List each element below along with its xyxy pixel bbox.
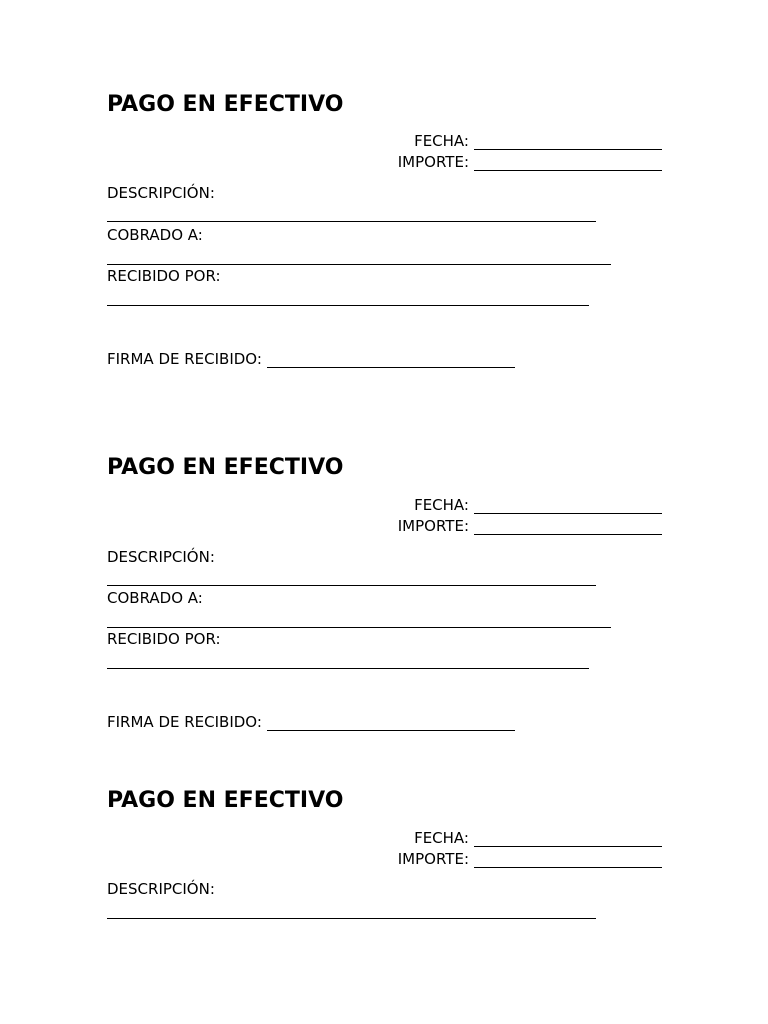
amount-line[interactable] xyxy=(474,853,662,868)
signature-line[interactable] xyxy=(267,353,515,368)
date-line[interactable] xyxy=(474,135,662,150)
signature-label: FIRMA DE RECIBIDO: xyxy=(107,350,262,368)
amount-field[interactable] xyxy=(398,850,662,868)
description-label: DESCRIPCIÓN: xyxy=(107,548,215,566)
date-label: FECHA: xyxy=(414,132,469,150)
amount-label: IMPORTE: xyxy=(397,517,469,535)
received-by-line[interactable] xyxy=(107,668,589,669)
description-line[interactable] xyxy=(107,221,596,222)
description-label: DESCRIPCIÓN: xyxy=(107,184,215,202)
description-line[interactable] xyxy=(107,585,596,586)
charged-to-label: COBRADO A: xyxy=(107,589,203,607)
signature-label: FIRMA DE RECIBIDO: xyxy=(107,713,262,731)
received-by-label: RECIBIDO POR: xyxy=(107,630,221,648)
received-by-line[interactable] xyxy=(107,305,589,306)
signature-field[interactable] xyxy=(107,713,515,731)
charged-to-label: COBRADO A: xyxy=(107,226,203,244)
amount-line[interactable] xyxy=(474,156,662,171)
amount-field[interactable] xyxy=(398,517,662,535)
amount-label: IMPORTE: xyxy=(397,153,469,171)
date-label: FECHA: xyxy=(414,496,469,514)
receipt-form-3 xyxy=(107,788,667,928)
description-line[interactable] xyxy=(107,918,596,919)
date-field[interactable] xyxy=(414,132,662,150)
signature-line[interactable] xyxy=(267,716,515,731)
amount-field[interactable] xyxy=(398,153,662,171)
received-by-label: RECIBIDO POR: xyxy=(107,267,221,285)
receipt-form-1 xyxy=(107,92,667,382)
date-label: FECHA: xyxy=(414,829,469,847)
amount-line[interactable] xyxy=(474,520,662,535)
date-line[interactable] xyxy=(474,499,662,514)
amount-label: IMPORTE: xyxy=(397,850,469,868)
charged-to-line[interactable] xyxy=(107,264,611,265)
signature-field[interactable] xyxy=(107,350,515,368)
description-label: DESCRIPCIÓN: xyxy=(107,880,215,898)
date-field[interactable] xyxy=(414,829,662,847)
receipt-title: PAGO EN EFECTIVO xyxy=(107,455,344,480)
receipt-form-2 xyxy=(107,455,667,745)
charged-to-line[interactable] xyxy=(107,627,611,628)
receipt-title: PAGO EN EFECTIVO xyxy=(107,92,344,117)
date-line[interactable] xyxy=(474,832,662,847)
date-field[interactable] xyxy=(414,496,662,514)
receipt-title: PAGO EN EFECTIVO xyxy=(107,788,344,813)
